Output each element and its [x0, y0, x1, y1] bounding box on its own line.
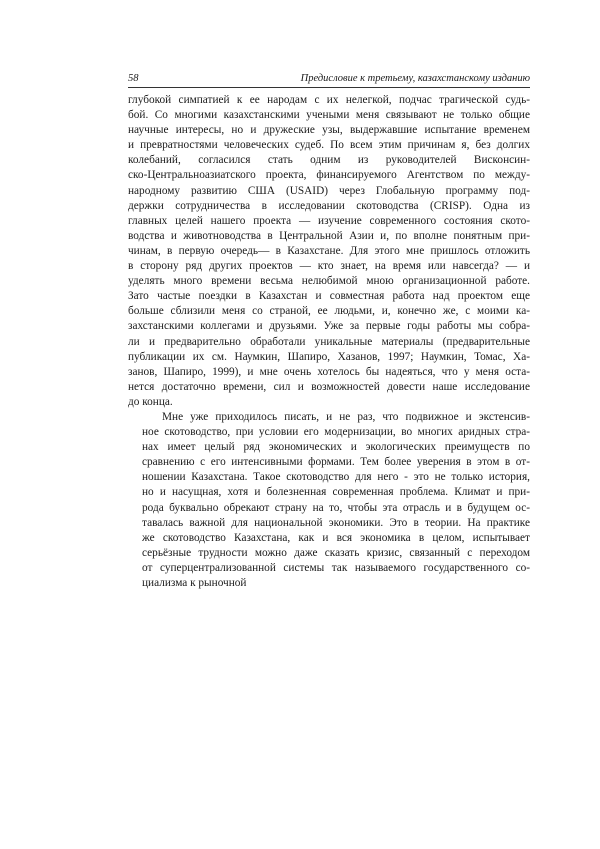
text-line: глубокой симпатией к ее народам с их нелегкой, подчас трагической судь-	[128, 94, 530, 106]
running-head	[128, 72, 530, 88]
text-line: чинам, в первую очередь— в Казахстане. Для этого мне пришлось отложить	[128, 244, 530, 257]
text-line: бой. Со многими казахстанскими учеными меня связывают не только общие	[128, 109, 530, 122]
page-number: 58	[128, 73, 139, 84]
text-line: водства и животноводства в Центральной Азии и, по вполне понятным при-	[128, 229, 530, 242]
text-line: же скотоводство Казахстана, как и вся экономика в целом, испытывает	[142, 531, 530, 544]
text-line: ско-Центральноазиатского проекта, финансируемого Агентством по между-	[128, 169, 530, 182]
paragraph-2	[128, 410, 530, 591]
text-line: ли и предварительно обработали уникальные материалы (предварительные	[128, 335, 530, 348]
paragraph-1	[128, 93, 530, 410]
body-text	[128, 93, 530, 591]
text-line: публикации их см. Наумкин, Шапиро, Хазанов, 1997; Наумкин, Томас, Ха-	[128, 350, 530, 363]
text-line: но и насущная, хотя и болезненная современная проблема. Климат и при-	[142, 486, 530, 499]
text-line: научные интересы, но и дружеские узы, выдержавшие испытание временем	[128, 124, 530, 137]
text-line: сравнению с его интенсивными формами. Тем более уверения в этом в от-	[142, 456, 530, 469]
text-line: ное скотоводство, при условии его модернизации, во многих аридных стра-	[142, 426, 530, 439]
text-line: ношении Казахстана. Такое скотоводство для него - это не только история,	[142, 471, 530, 484]
text-line: захстанскими коллегами и друзьями. Уже за первые годы работы мы собра-	[128, 320, 530, 333]
running-title: Предисловие к третьему, казахстанскому изданию	[300, 73, 530, 84]
text-line: циализма к рыночной	[142, 577, 247, 589]
text-line: больше сблизили меня со страной, ее людьми, и, конечно же, с моими ка-	[128, 305, 530, 318]
text-line: серьёзные трудности можно даже сказать кризис, связанный с переходом	[142, 546, 530, 559]
text-line: до конца.	[128, 395, 173, 408]
text-line: занов, Шапиро, 1999), и мне очень хотелось бы надеяться, что у меня оста-	[128, 365, 530, 378]
text-line: колебаний, согласился стать одним из руководителей Висконсин-	[128, 154, 530, 167]
text-line: уделять много времени весьма нелюбимой мною организационной работе.	[128, 275, 530, 288]
text-line: Зато частые поездки в Казахстан и совместная работа над проектом еще	[128, 290, 530, 303]
text-line: держки сотрудничества в исследовании скотоводства (CRISP). Одна из	[128, 199, 530, 212]
text-line: от суперцентрализованной системы так называемого государственного со-	[142, 561, 530, 574]
page	[128, 72, 530, 591]
text-line: и превратностями человеческих судеб. По всем этим причинам я, без долгих	[128, 139, 530, 152]
text-line: Мне уже приходилось писать, и не раз, что подвижное и экстенсив-	[162, 410, 530, 423]
text-line: нется достаточно времени, сил и возможностей довести наше исследование	[128, 380, 530, 393]
text-line: народному развитию США (USAID) через Глобальную программу под-	[128, 184, 530, 197]
text-line: рода буквально обрекают страну на то, чтобы эта отрасль и в будущем ос-	[142, 501, 530, 514]
text-line: тавалась важной для национальной экономики. Это в теории. На практике	[142, 516, 530, 529]
text-line: нах имеет целый ряд экономических и экологических преимуществ по	[142, 441, 530, 454]
text-line: в сторону ряд других проектов — кто знает, на время или навсегда? — и	[128, 260, 530, 273]
text-line: главных целей нашего проекта — изучение современного состояния ското-	[128, 214, 530, 227]
